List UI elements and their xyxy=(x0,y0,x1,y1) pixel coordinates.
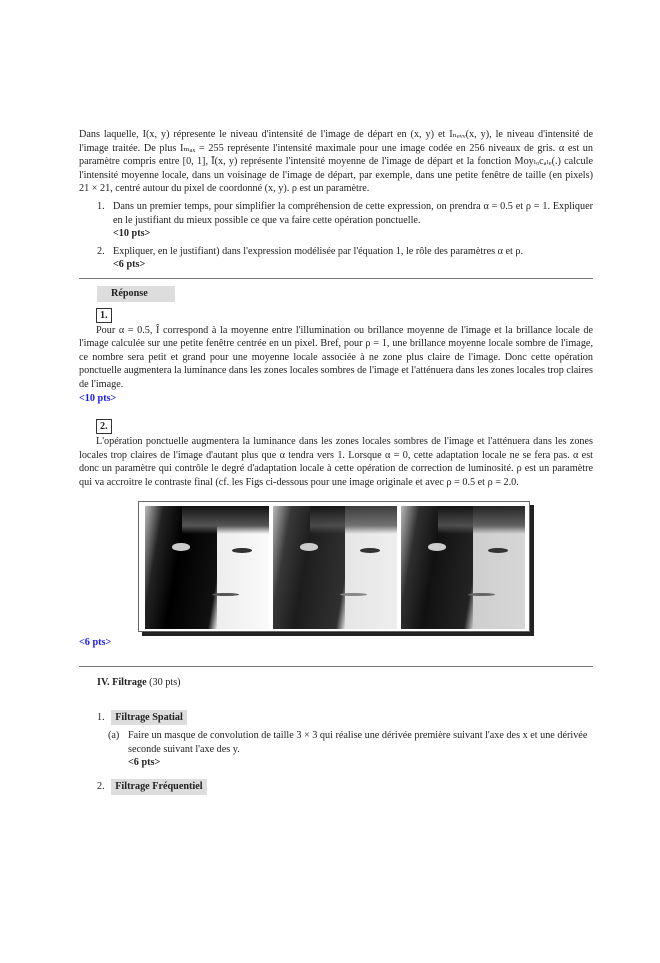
question-points: <10 pts> xyxy=(113,228,151,240)
subquestion-points: <6 pts> xyxy=(128,757,161,769)
figure xyxy=(138,501,534,636)
question-points: <6 pts> xyxy=(113,259,146,271)
question-text: Expliquer, en le justifiant) dans l'expression modélisée par l'équation 1, le rôle des paramètres α et ρ. xyxy=(113,245,524,257)
divider xyxy=(79,666,593,667)
subquestion-a xyxy=(108,729,593,770)
intro-paragraph: Dans laquelle, I(x, y) répresente le niveau d'intensité de l'image de départ en (x, y) et Iₙₑᵥᵥ(x, y), le niveau d'intensité de l'image traitée. De plus Iₘₐₓ = 255 représente l'intensité maximale pour une image codée en 256 niveaux de gris. α est un paramètre compris entre [0, 1], Ī(x, y) représente l'intensité moyenne de l'image de départ et la fonction Moyₗₒcₐₗₑ(.) calcule l'intensité moyenne locale, dans un voisinage de l'image de départ, par exemple, dans une petite fenêtre de taille (en pixels) 21 × 21, centré autour du pixel de coordonné (x, y). ρ est un paramètre. xyxy=(79,129,593,195)
answer-number-2: 2. xyxy=(96,419,112,434)
divider xyxy=(79,278,593,279)
image-rho-0-5 xyxy=(273,506,397,629)
section-title: IV. Filtrage xyxy=(97,677,147,689)
question-1 xyxy=(97,200,593,241)
item-title: Filtrage Spatial xyxy=(111,710,187,726)
item-number: 2. xyxy=(97,781,105,793)
answer-2-text: L'opération ponctuelle augmentera la luminance dans les zones locales sombres de l'image et l'atténuera dans les zones locales trop claires de l'image d'autant plus que α tendra vers 1. Lorsque α = 0, cette adaptation locale ne se fera pas. α est donc un paramètre qui contrôle le degré d'adaptation locale à cette opération de correction de luminosité. ρ est un paramètre qui va accroitre le contraste final (cf. les Figs ci-dessous pour une image originale et avec ρ = 0.5 et ρ = 2.0. xyxy=(79,436,593,488)
question-text: Dans un premier temps, pour simplifier la compréhension de cette expression, on prendra α = 0.5 et ρ = 1. Expliquer en le justifiant du mieux possible ce que va faire cette opération ponctuelle. xyxy=(113,200,593,226)
subquestion-label: (a) xyxy=(108,730,120,742)
answer-1-text: Pour α = 0.5, Î correspond à la moyenne entre l'illumination ou brillance moyenne de l'image et la brillance locale de l'image calculée sur une petite fenêtre centrée en un pixel. Bref, pour ρ = 1, une brillance moyenne locale sombre de l'image, ce nombre sera petit et grand pour une moyenne locale associée à ne zone plus claire de l'image. Donc cette opération ponctuelle augmentera la luminance dans les zones locales sombres de l'image et l'atténuera dans les zones locales trop claires de l'image. xyxy=(79,324,593,390)
figure-frame xyxy=(138,501,530,632)
image-rho-2-0 xyxy=(401,506,525,629)
answer-number-1: 1. xyxy=(96,308,112,323)
answer-1-points: <10 pts> xyxy=(79,392,117,404)
image-original xyxy=(145,506,269,629)
item-title: Filtrage Fréquentiel xyxy=(111,779,206,795)
answer-title: Réponse xyxy=(97,286,175,302)
answer-2-points: <6 pts> xyxy=(79,637,112,649)
question-2 xyxy=(97,245,593,272)
subquestion-text: Faire un masque de convolution de taille 3 × 3 qui réalise une dérivée première suivant l'axe des x et une dérivée seconde suivant l'axe des y. xyxy=(128,730,588,755)
section-item-1 xyxy=(97,710,593,726)
section-heading xyxy=(97,676,593,690)
item-number: 1. xyxy=(97,711,105,723)
question-number: 2. xyxy=(97,245,105,257)
question-number: 1. xyxy=(97,200,105,212)
section-item-2 xyxy=(97,779,593,795)
section-points: (30 pts) xyxy=(149,677,181,689)
